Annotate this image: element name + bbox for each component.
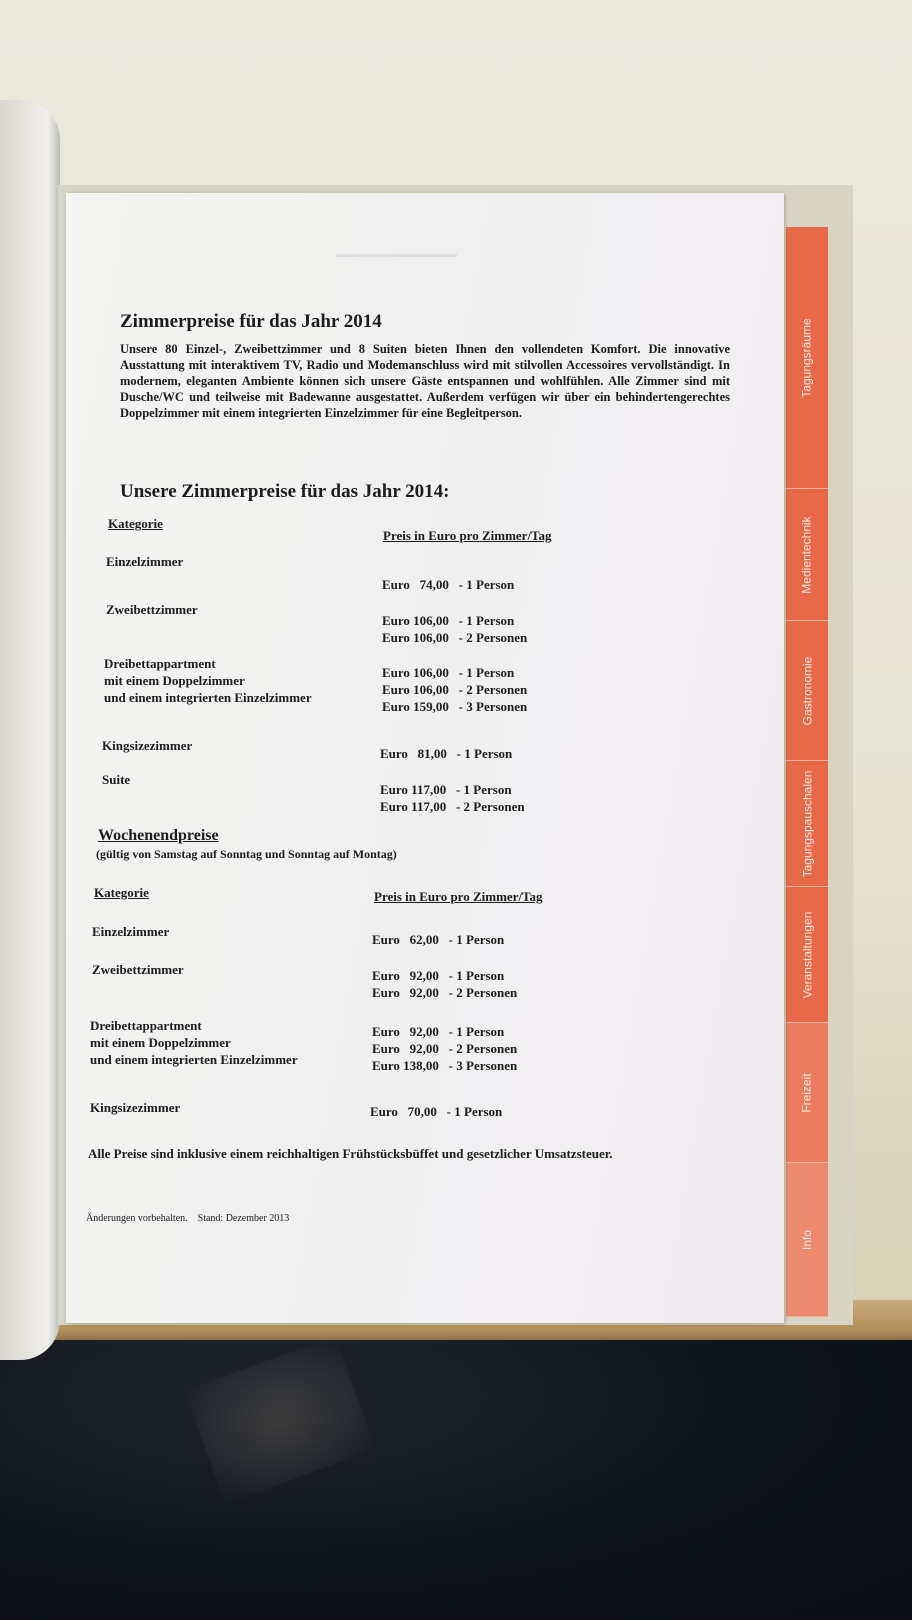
show-through-text: ▬▬▬▬▬▬▬▬▬▬▬ [336, 248, 457, 260]
tab-label: Veranstaltungen [800, 911, 814, 998]
room-name: Dreibettappartment mit einem Doppelzimmer und einem integrierten Einzelzimmer [90, 1018, 298, 1067]
tab-label: Freizeit [800, 1072, 814, 1113]
document-page [66, 193, 784, 1323]
tab-tagungspauschalen[interactable] [786, 761, 828, 887]
tab-label: Info [799, 1229, 814, 1250]
page-title: Zimmerpreise für das Jahr 2014 [120, 311, 382, 332]
carpet-floor [0, 1340, 912, 1620]
tab-label: Tagungspauschalen [800, 770, 815, 877]
weekend-note: (gültig von Samstag auf Sonntag und Sonntag auf Montag) [96, 847, 397, 861]
room-name: Suite [102, 772, 131, 787]
column-header-price: Preis in Euro pro Zimmer/Tag [383, 528, 552, 543]
room-price: Euro 92,00 - 1 Person Euro 92,00 - 2 Personen [372, 968, 518, 1000]
changes-note: Änderungen vorbehalten. Stand: Dezember 2013 [86, 1213, 290, 1224]
room-name: Zweibettzimmer [106, 602, 198, 617]
price-subtitle: Unsere Zimmerpreise für das Jahr 2014: [120, 481, 450, 502]
room-name: Einzelzimmer [92, 924, 170, 939]
room-name: Einzelzimmer [106, 554, 184, 569]
column-header-category: Kategorie [108, 516, 163, 531]
intro-paragraph: Unsere 80 Einzel-, Zweibettzimmer und 8 Suiten bieten Ihnen den vollendeten Komfort. Die innovative Ausstattung mit interaktivem TV, Radio und Modemanschluss wird mit stilvollen Accessoires vervollständigt. In modernem, eleganten Ambiente können sich unsere Gäste entspannen und wohlfühlen. Alle Zimmer sind mit Dusche/WC und teilweise mit Badewanne ausgestattet. Außerdem verfügen wir über ein behindertengerechtes Doppelzimmer mit einem integrierten Einzelzimmer für eine Begleitperson. [120, 342, 730, 420]
room-name: Kingsizezimmer [102, 738, 193, 753]
room-name: Dreibettappartment mit einem Doppelzimmer und einem integrierten Einzelzimmer [104, 656, 312, 705]
tab-veranstaltungen[interactable] [786, 887, 828, 1023]
room-name: Kingsizezimmer [90, 1100, 181, 1115]
previous-page-edge [0, 100, 60, 1360]
tab-info[interactable] [786, 1163, 828, 1317]
tab-medientechnik[interactable] [786, 489, 828, 621]
column-header-category: Kategorie [94, 885, 149, 900]
tab-gastronomie[interactable] [786, 621, 828, 761]
tab-tagungsraeume[interactable] [786, 227, 828, 489]
tab-label: Gastronomie [800, 656, 815, 725]
tab-label: Tagungsräume [800, 317, 815, 398]
weekend-title: Wochenendpreise [98, 827, 219, 844]
column-header-price: Preis in Euro pro Zimmer/Tag [374, 889, 543, 904]
room-price: Euro 92,00 - 1 Person Euro 92,00 - 2 Personen Euro 138,00 - 3 Personen [372, 1024, 518, 1073]
tab-freizeit[interactable] [786, 1023, 828, 1163]
room-price: Euro 70,00 - 1 Person [370, 1104, 503, 1119]
register-tabs [786, 227, 828, 1317]
room-price: Euro 81,00 - 1 Person [380, 746, 513, 761]
price-footnote: Alle Preise sind inklusive einem reichhaltigen Frühstücksbüffet und gesetzlicher Umsatzsteuer. [88, 1146, 613, 1161]
room-price: Euro 62,00 - 1 Person [372, 932, 505, 947]
room-price: Euro 106,00 - 1 Person Euro 106,00 - 2 Personen [382, 613, 528, 645]
room-price: Euro 106,00 - 1 Person Euro 106,00 - 2 Personen Euro 159,00 - 3 Personen [382, 665, 528, 714]
stand-date: Stand: Dezember 2013 [197, 1213, 290, 1224]
room-price: Euro 74,00 - 1 Person [382, 577, 515, 592]
room-name: Zweibettzimmer [92, 962, 184, 977]
tab-label: Medientechnik [800, 515, 815, 594]
room-price: Euro 117,00 - 1 Person Euro 117,00 - 2 Personen [380, 782, 525, 814]
